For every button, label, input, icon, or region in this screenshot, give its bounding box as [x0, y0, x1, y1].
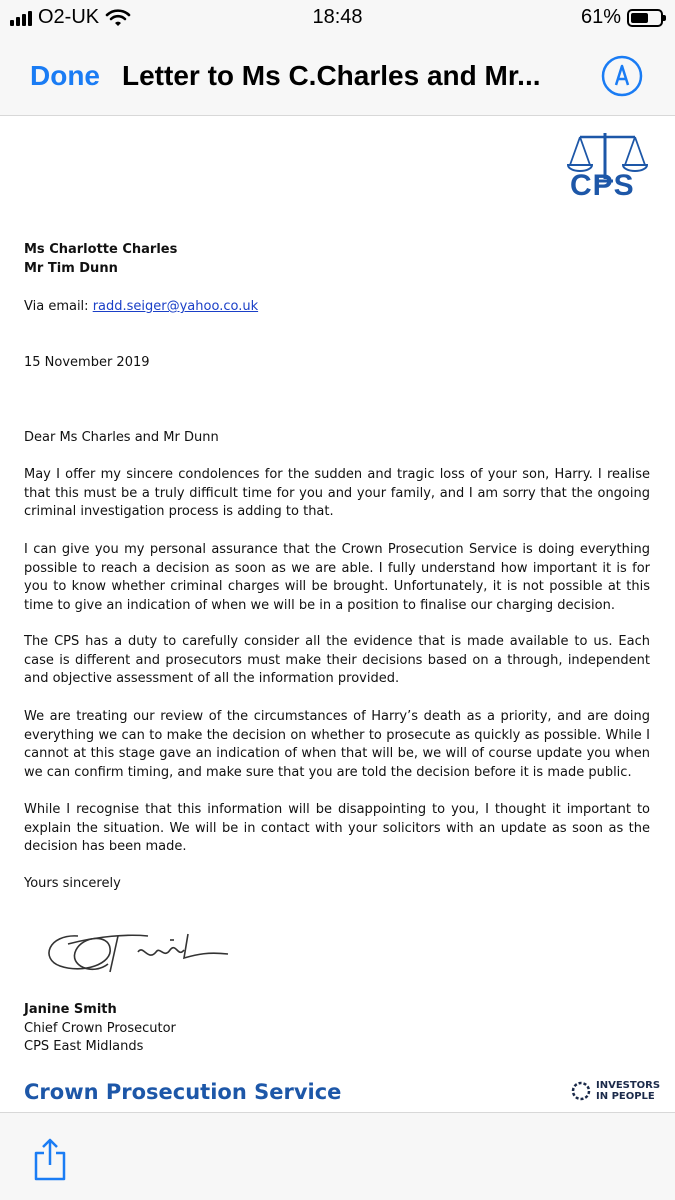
carrier-label: O2-UK: [38, 6, 100, 28]
paragraph-contact: While I recognise that this information will be disappointing to you, I thought it important to explain the situation. We will be in contact with your solicitors with an update as soon as the decision has been made.: [24, 802, 650, 854]
via-label: Via email:: [24, 299, 93, 314]
status-bar: [0, 0, 675, 36]
email-link[interactable]: radd.seiger@yahoo.co.uk: [92, 299, 259, 314]
battery-percent: 61%: [580, 6, 621, 28]
iip-line-1: INVESTORS: [596, 1080, 661, 1091]
paragraph-condolences: May I offer my sincere condolences for the sudden and tragic loss of your son, Harry. I realise that this must be a truly difficult time for you and your family, and I am sorry that the ongoing criminal investigation process is adding to that.: [24, 467, 650, 519]
letter-date: 15 November 2019: [24, 355, 150, 370]
signer-name: Janine Smith: [24, 1002, 117, 1017]
signer-block: [24, 1001, 176, 1057]
investors-in-people-logo: [570, 1080, 660, 1102]
footer-organisation: Crown Prosecution Service: [24, 1080, 342, 1104]
battery-level: [631, 13, 648, 23]
recipient-2: Mr Tim Dunn: [24, 260, 118, 276]
clock: 18:48: [312, 6, 363, 28]
cps-logo-text: CPS: [570, 169, 635, 202]
iip-wreath-icon: [570, 1080, 592, 1102]
status-right: [581, 6, 663, 29]
document-view[interactable]: [0, 117, 675, 1112]
document-title: Letter to Ms C.Charles and Mr...: [122, 60, 541, 91]
signer-office: CPS East Midlands: [24, 1039, 144, 1054]
share-icon[interactable]: [30, 1137, 70, 1183]
navigation-bar: [0, 36, 675, 116]
markup-pen-icon[interactable]: [600, 54, 644, 98]
signer-title: Chief Crown Prosecutor: [24, 1020, 176, 1036]
done-button[interactable]: Done: [30, 60, 100, 91]
iip-line-2: IN PEOPLE: [596, 1091, 655, 1102]
handwritten-signature: [38, 914, 238, 984]
paragraph-priority: We are treating our review of the circumstances of Harry’s death as a priority, and are doing everything we can to make the decision on whether to prosecute as quickly as possible. While I cannot at this stage gave an indication of when that will be, we will of course update you when we can confirm timing, and make sure that you are told the decision before it is made public.: [24, 709, 650, 780]
via-email-line: [24, 298, 258, 317]
recipient-address: [24, 241, 177, 278]
closing: Yours sincerely: [24, 876, 121, 891]
salutation: Dear Ms Charles and Mr Dunn: [24, 430, 219, 445]
recipient-1: Ms Charlotte Charles: [24, 242, 178, 257]
paragraph-assurance: I can give you my personal assurance that the Crown Prosecution Service is doing everything possible to reach a decision as soon as we are able. I fully understand how important it is for you to know whether criminal charges will be brought. Unfortunately, it is not possible at this time to give an indication of when we will be in a position to finalise our charging decision.: [24, 542, 650, 613]
battery-icon: [627, 9, 663, 27]
bottom-toolbar: [0, 1112, 675, 1200]
paragraph-duty: The CPS has a duty to carefully consider all the evidence that is made available to us. Each case is different and prosecutors must make their decisions based on a through, independent and objective assessment of all the information provided.: [24, 634, 650, 686]
